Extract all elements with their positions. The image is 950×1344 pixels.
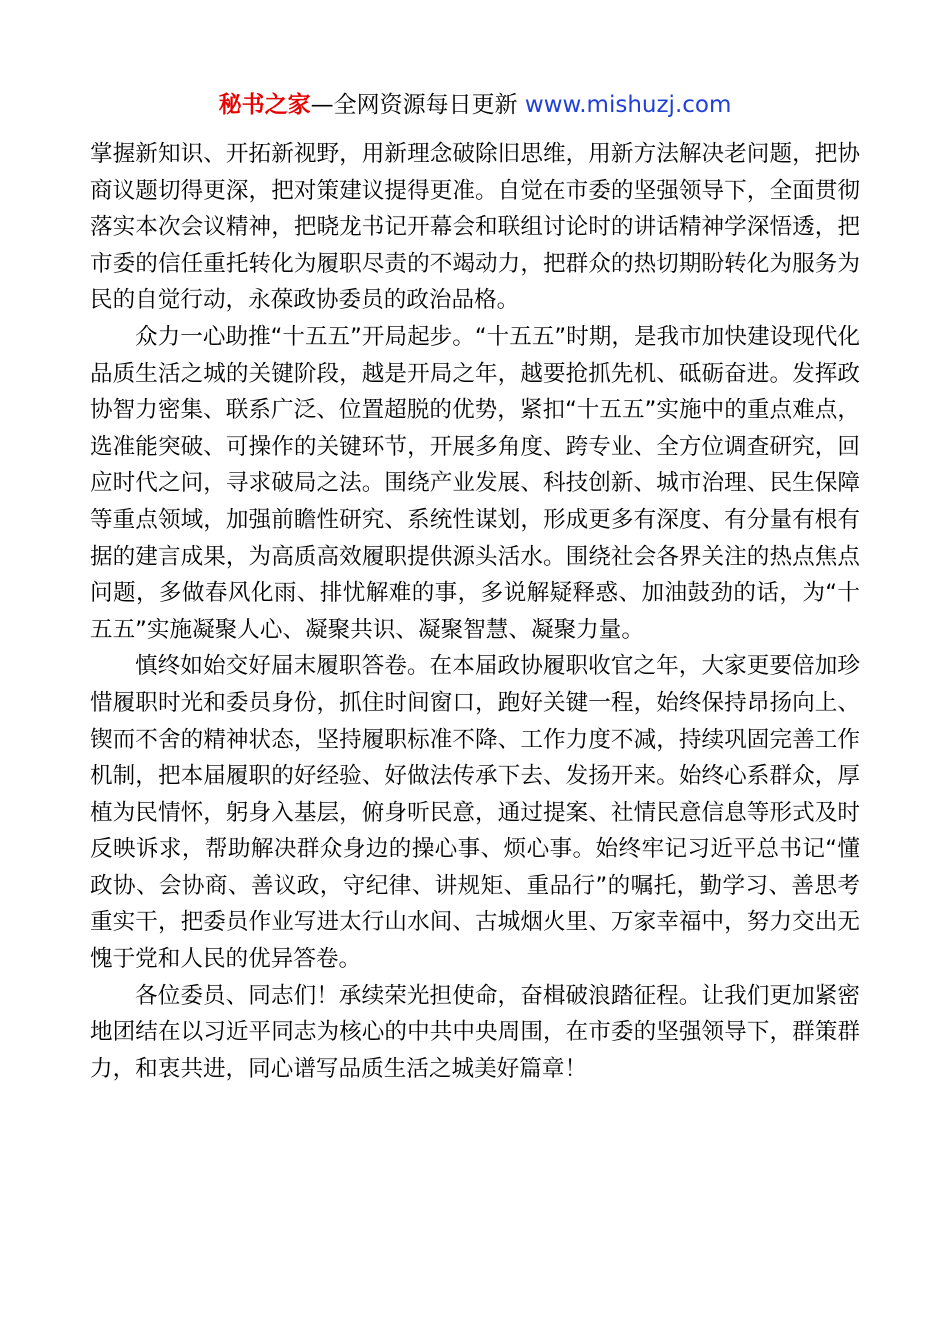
header-url-link[interactable]: www.mishuzj.com — [524, 92, 732, 118]
paragraph-term-end-duties: 慎终如始交好届末履职答卷。在本届政协履职收官之年，大家更要倍加珍惜履职时光和委员身份，抓住时间窗口，跑好关键一程，始终保持昂扬向上、锲而不舍的精神状态，坚持履职标准不降、工作力度不减，持续巩固完善工作机制，把本届履职的好经验、好做法传承下去、发扬开来。始终心系群众，厚植为民情怀，躬身入基层，俯身听民意，通过提案、社情民意信息等形式及时反映诉求，帮助解决群众身边的操心事、烦心事。始终牢记习近平总书记“懂政协、会协商、善议政，守纪律、讲规矩、重品行”的嘱托，勤学习、善思考重实干，把委员作业写进太行山水间、古城烟火里、万家幸福中，努力交出无愧于党和人民的优异答卷。 — [90, 653, 860, 973]
paragraph-continuation: 掌握新知识、开拓新视野，用新理念破除旧思维，用新方法解决老问题，把协商议题切得更深，把对策建议提得更准。自觉在市委的坚强领导下，全面贯彻落实本次会议精神，把晓龙书记开幕会和联组讨论时的讲话精神学深悟透，把市委的信任重托转化为履职尽责的不竭动力，把群众的热切期盼转化为服务为民的自觉行动，永葆政协委员的政治品格。 — [90, 141, 860, 314]
header-slogan: —全网资源每日更新 — [310, 92, 525, 118]
page-header — [0, 88, 950, 122]
document-body — [90, 136, 860, 1087]
paragraph-closing-appeal: 各位委员、同志们！承续荣光担使命，奋楫破浪踏征程。让我们更加紧密地团结在以习近平同志为核心的中共中央周围，在市委的坚强领导下，群策群力，和衷共进，同心谱写品质生活之城美好篇章！ — [90, 982, 860, 1082]
header-brand: 秘书之家 — [218, 92, 311, 118]
paragraph-fifteenth-five-year-plan: 众力一心助推“十五五”开局起步。“十五五”时期，是我市加快建设现代化品质生活之城的关键阶段，越是开局之年，越要抢抓先机、砥砺奋进。发挥政协智力密集、联系广泛、位置超脱的优势，紧扣“十五五”实施中的重点难点，选准能突破、可操作的关键环节，开展多角度、跨专业、全方位调查研究，回应时代之问，寻求破局之法。围绕产业发展、科技创新、城市治理、民生保障等重点领域，加强前瞻性研究、系统性谋划，形成更多有深度、有分量有根有据的建言成果，为高质高效履职提供源头活水。围绕社会各界关注的热点焦点问题，多做春风化雨、排忧解难的事，多说解疑释惑、加油鼓劲的话，为“十五五”实施凝聚人心、凝聚共识、凝聚智慧、凝聚力量。 — [90, 323, 860, 643]
